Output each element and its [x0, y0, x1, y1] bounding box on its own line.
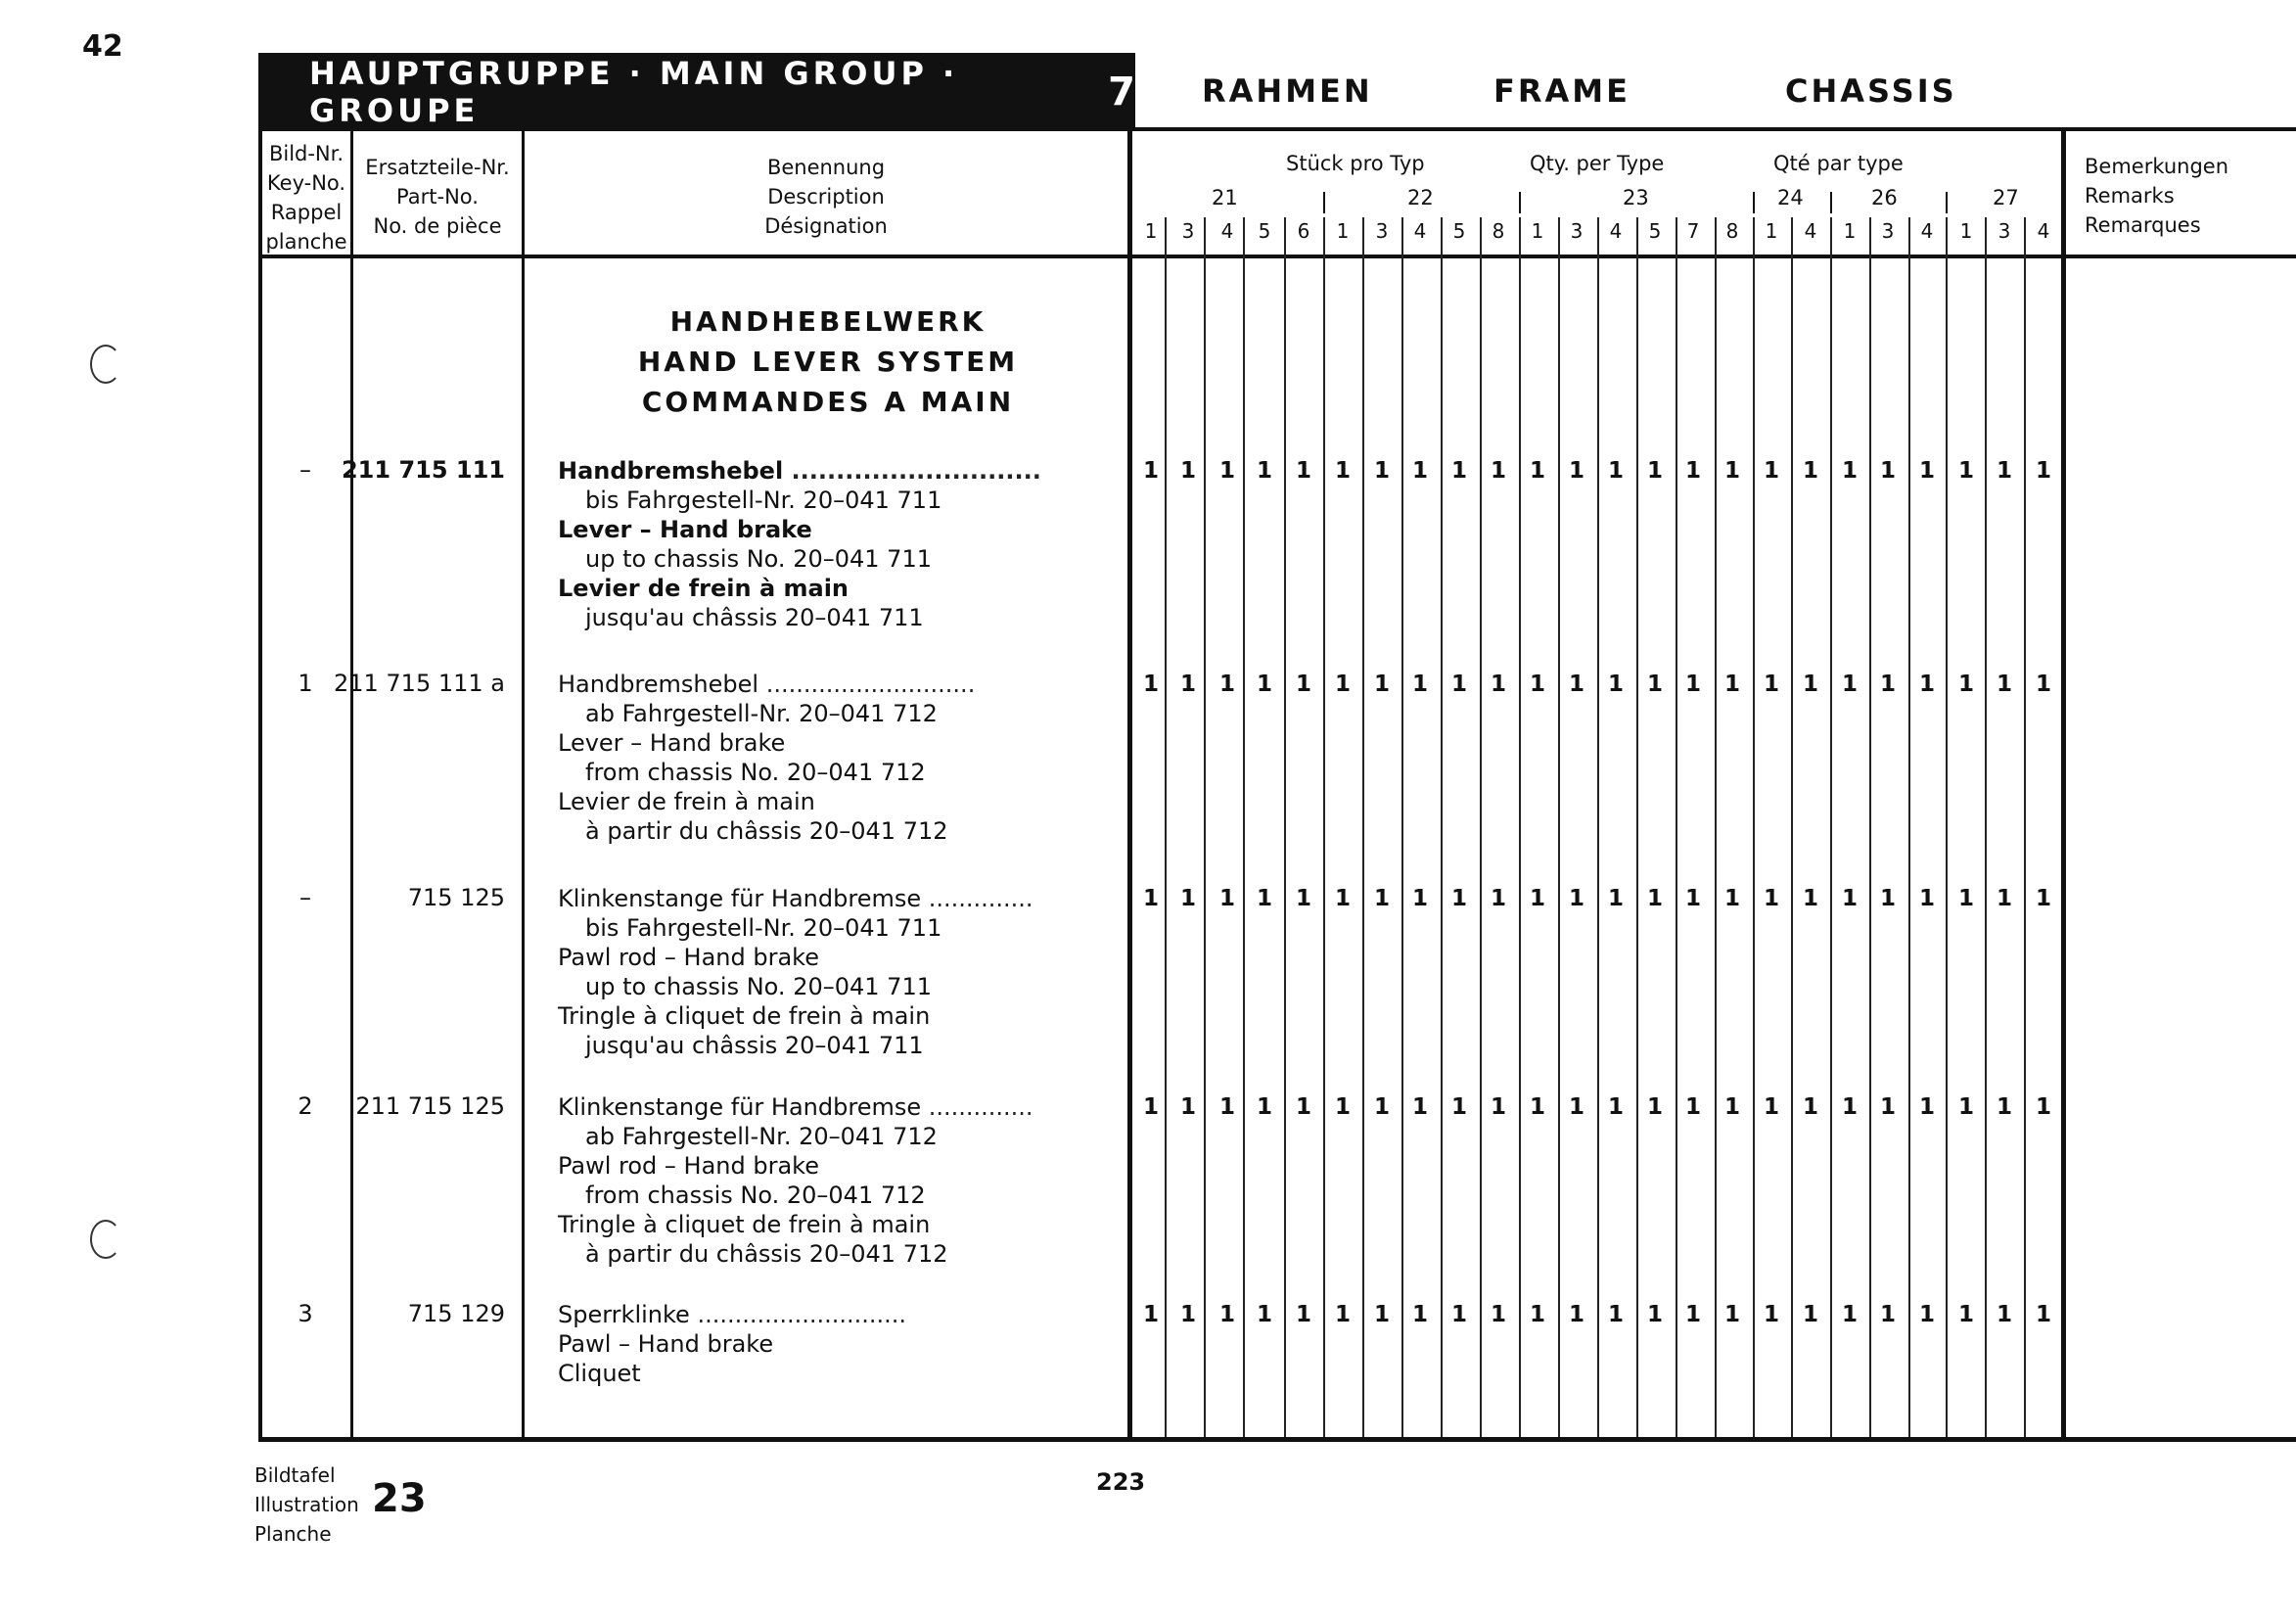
subtype-label: 1 — [1531, 219, 1544, 243]
qty-column-line — [1636, 217, 1638, 1437]
subtype-label: 8 — [1725, 219, 1739, 243]
qty-cell: 1 — [1256, 1094, 1272, 1120]
qty-cell: 1 — [1607, 1302, 1624, 1327]
qty-cell: 1 — [1411, 1302, 1428, 1327]
row-key-number: – — [299, 884, 311, 911]
description-line — [558, 816, 1106, 846]
qty-column-line — [1869, 217, 1871, 1437]
qty-cell: 1 — [1957, 886, 1974, 911]
qty-cell: 1 — [1841, 1094, 1858, 1120]
qty-cell: 1 — [1879, 1302, 1896, 1327]
qty-cell: 1 — [2035, 1302, 2051, 1327]
qty-column-line — [1284, 217, 1286, 1437]
subtype-label: 4 — [1920, 219, 1934, 243]
qty-cell: 1 — [1918, 1094, 1935, 1120]
qty-cell: 1 — [2035, 458, 2051, 484]
main-group-label: HAUPTGRUPPE · MAIN GROUP · GROUPE — [309, 55, 959, 129]
model-separator — [1946, 192, 1948, 213]
description-line — [558, 913, 1106, 943]
subtype-label: 5 — [1258, 219, 1271, 243]
description-header — [525, 153, 1127, 241]
main-group-header — [258, 53, 1135, 131]
description-line — [558, 758, 1106, 787]
qty-cell: 1 — [1607, 886, 1624, 911]
qty-cell: 1 — [1334, 886, 1351, 911]
model-label-22: 22 — [1407, 186, 1434, 209]
description-text: Klinkenstange für Handbremse — [558, 1093, 922, 1121]
subtype-label: 3 — [1998, 219, 2011, 243]
qty-cell: 1 — [2035, 886, 2051, 911]
leader-dots: .............. — [921, 1093, 1033, 1121]
description-text: Handbremshebel — [558, 457, 784, 485]
qty-cell: 1 — [1996, 458, 2012, 484]
row-key-number: 2 — [298, 1092, 313, 1120]
qty-cell: 1 — [1411, 1094, 1428, 1120]
qty-cell: 1 — [1684, 1302, 1701, 1327]
row-description — [558, 670, 1106, 846]
qty-cell: 1 — [1256, 1302, 1272, 1327]
qty-column-line — [1676, 217, 1677, 1437]
qty-cell: 1 — [1373, 1094, 1390, 1120]
model-separator — [1753, 192, 1755, 213]
description-header-de: Benennung — [766, 156, 886, 179]
qty-cell: 1 — [1490, 1094, 1506, 1120]
qty-cell: 1 — [1529, 1302, 1545, 1327]
qty-cell: 1 — [1996, 1094, 2012, 1120]
description-text: à partir du châssis 20–041 712 — [585, 817, 948, 845]
description-text: Sperrklinke — [558, 1301, 690, 1328]
qty-header-de: Stück pro Typ — [1286, 152, 1425, 175]
qty-cell: 1 — [1218, 458, 1235, 484]
qty-column-line — [1204, 217, 1206, 1437]
qty-cell: 1 — [1334, 672, 1351, 697]
description-line — [558, 728, 1106, 758]
description-line — [558, 1151, 1106, 1181]
qty-cell: 1 — [1802, 1094, 1818, 1120]
qty-cell: 1 — [1411, 886, 1428, 911]
qty-cell: 1 — [1373, 458, 1390, 484]
qty-cell: 1 — [1490, 458, 1506, 484]
leader-dots: ............................ — [783, 457, 1041, 485]
qty-cell: 1 — [1763, 458, 1779, 484]
subtype-label: 1 — [1765, 219, 1778, 243]
qty-cell: 1 — [1490, 672, 1506, 697]
part-no-header-fr: No. de pièce — [373, 214, 502, 238]
qty-cell: 1 — [1218, 672, 1235, 697]
subtype-label: 8 — [1492, 219, 1505, 243]
subtype-label: 1 — [1959, 219, 1973, 243]
qty-cell: 1 — [1957, 672, 1974, 697]
leader-dots: .............. — [921, 885, 1033, 912]
row-part-number: 211 715 111 — [341, 456, 505, 484]
qty-cell: 1 — [1373, 1302, 1390, 1327]
description-line — [558, 1359, 1106, 1388]
qty-cell: 1 — [1490, 1302, 1506, 1327]
description-line — [558, 515, 1106, 544]
qty-column-line — [1401, 217, 1403, 1437]
model-label-27: 27 — [1993, 186, 2019, 209]
row-part-number: 715 129 — [407, 1300, 505, 1327]
key-no-header-de: Bild-Nr. — [268, 142, 344, 165]
row-key-number: 1 — [298, 670, 313, 697]
qty-column-line — [1908, 217, 1910, 1437]
description-text: jusqu'au châssis 20–041 711 — [585, 604, 924, 631]
part-no-header-de: Ersatzteile-Nr. — [365, 156, 510, 179]
binder-ring-mark-bottom — [90, 1220, 121, 1259]
description-text: jusqu'au châssis 20–041 711 — [585, 1032, 924, 1059]
model-label-21: 21 — [1212, 186, 1238, 209]
description-line — [558, 1001, 1106, 1031]
remarks-header — [2085, 152, 2228, 240]
qty-cell: 1 — [1723, 1302, 1740, 1327]
qty-cell: 1 — [1841, 672, 1858, 697]
subtype-label: 7 — [1686, 219, 1700, 243]
col-divider-key — [350, 131, 353, 1442]
leader-dots: ............................ — [758, 671, 976, 698]
subtype-label: 4 — [1413, 219, 1427, 243]
row-part-number: 211 715 111 a — [333, 670, 505, 697]
row-part-number: 211 715 125 — [355, 1092, 505, 1120]
qty-cell: 1 — [1142, 886, 1159, 911]
qty-cell: 1 — [1802, 886, 1818, 911]
qty-column-line — [1243, 217, 1245, 1437]
qty-column-line — [1558, 217, 1560, 1437]
subtype-label: 5 — [1648, 219, 1662, 243]
subtype-label: 3 — [1570, 219, 1584, 243]
description-text: up to chassis No. 20–041 711 — [585, 545, 932, 573]
description-line — [558, 603, 1106, 632]
qty-cell: 1 — [1450, 458, 1467, 484]
description-text: Lever – Hand brake — [558, 729, 786, 757]
table-top-border — [1135, 127, 2296, 131]
description-line — [558, 456, 1106, 486]
group-title-en: FRAME — [1493, 72, 1630, 110]
model-separator — [1519, 192, 1521, 213]
qty-cell: 1 — [1684, 458, 1701, 484]
description-line — [558, 943, 1106, 972]
description-line — [558, 1300, 1106, 1329]
qty-cell: 1 — [1411, 672, 1428, 697]
qty-cell: 1 — [1918, 1302, 1935, 1327]
qty-cell: 1 — [1841, 458, 1858, 484]
description-line — [558, 670, 1106, 699]
qty-cell: 1 — [1179, 1094, 1196, 1120]
qty-column-line — [1715, 217, 1717, 1437]
qty-cell: 1 — [2035, 1094, 2051, 1120]
qty-cell: 1 — [1918, 886, 1935, 911]
description-line — [558, 544, 1106, 574]
model-label-23: 23 — [1623, 186, 1649, 209]
qty-cell: 1 — [1334, 458, 1351, 484]
qty-cell: 1 — [1568, 672, 1584, 697]
qty-cell: 1 — [1179, 886, 1196, 911]
qty-column-line — [1946, 217, 1948, 1437]
qty-cell: 1 — [1179, 672, 1196, 697]
subtype-label: 1 — [1144, 219, 1158, 243]
description-text: Pawl rod – Hand brake — [558, 944, 819, 971]
row-key-number: – — [299, 456, 311, 484]
qty-cell: 1 — [1879, 458, 1896, 484]
qty-cell: 1 — [1334, 1302, 1351, 1327]
section-title-en: HAND LEVER SYSTEM — [637, 346, 1019, 378]
qty-cell: 1 — [1568, 1302, 1584, 1327]
qty-cell: 1 — [1996, 886, 2012, 911]
qty-cell: 1 — [1450, 672, 1467, 697]
qty-cell: 1 — [1607, 458, 1624, 484]
qty-cell: 1 — [1179, 1302, 1196, 1327]
subtype-label: 3 — [1881, 219, 1895, 243]
description-line — [558, 1210, 1106, 1239]
subtype-label: 6 — [1297, 219, 1310, 243]
qty-cell: 1 — [1450, 1302, 1467, 1327]
description-text: Levier de frein à main — [558, 788, 815, 815]
illustration-label-de: Bildtafel — [254, 1463, 336, 1487]
illustration-label — [254, 1461, 359, 1549]
description-text: up to chassis No. 20–041 711 — [585, 973, 932, 1000]
description-line — [558, 1239, 1106, 1269]
qty-column-line — [1753, 217, 1755, 1437]
qty-cell: 1 — [1295, 886, 1311, 911]
row-key-number: 3 — [298, 1300, 313, 1327]
qty-cell: 1 — [1763, 1094, 1779, 1120]
qty-cell: 1 — [1723, 672, 1740, 697]
qty-cell: 1 — [1568, 1094, 1584, 1120]
part-no-header-en: Part-No. — [396, 185, 479, 209]
qty-cell: 1 — [1218, 1302, 1235, 1327]
qty-cell: 1 — [1529, 458, 1545, 484]
qty-header-en: Qty. per Type — [1530, 152, 1665, 175]
description-text: Lever – Hand brake — [558, 516, 812, 543]
qty-cell: 1 — [1373, 672, 1390, 697]
qty-column-line — [1597, 217, 1599, 1437]
key-no-header — [262, 139, 350, 256]
qty-cell: 1 — [1646, 886, 1663, 911]
qty-cell: 1 — [1802, 458, 1818, 484]
qty-cell: 1 — [1490, 886, 1506, 911]
section-title — [525, 301, 1131, 422]
binder-ring-mark-top — [90, 345, 121, 384]
qty-cell: 1 — [1179, 458, 1196, 484]
subtype-label: 3 — [1181, 219, 1195, 243]
table-bottom-border — [258, 1437, 2296, 1442]
subtype-label: 4 — [1220, 219, 1234, 243]
part-no-header — [353, 153, 522, 241]
qty-cell: 1 — [1607, 1094, 1624, 1120]
description-line — [558, 884, 1106, 913]
qty-cell: 1 — [1723, 886, 1740, 911]
qty-cell: 1 — [1334, 1094, 1351, 1120]
qty-cell: 1 — [1918, 458, 1935, 484]
section-title-fr: COMMANDES A MAIN — [641, 386, 1015, 418]
row-description — [558, 884, 1106, 1060]
qty-cell: 1 — [1142, 1094, 1159, 1120]
qty-cell: 1 — [1684, 672, 1701, 697]
center-page-number: 223 — [1096, 1468, 1146, 1496]
description-text: à partir du châssis 20–041 712 — [585, 1240, 948, 1268]
description-text: Tringle à cliquet de frein à main — [558, 1002, 931, 1030]
qty-cell: 1 — [1256, 672, 1272, 697]
subtype-label: 1 — [1336, 219, 1350, 243]
description-text: from chassis No. 20–041 712 — [585, 1182, 926, 1209]
qty-cell: 1 — [1256, 458, 1272, 484]
qty-cell: 1 — [1646, 458, 1663, 484]
qty-cell: 1 — [1568, 458, 1584, 484]
description-line — [558, 699, 1106, 728]
qty-cell: 1 — [2035, 672, 2051, 697]
qty-column-line — [1323, 217, 1325, 1437]
qty-cell: 1 — [1295, 1302, 1311, 1327]
qty-cell: 1 — [1218, 1094, 1235, 1120]
qty-cell: 1 — [1411, 458, 1428, 484]
qty-column-line — [1362, 217, 1364, 1437]
leader-dots: ............................ — [689, 1301, 907, 1328]
group-title-fr: CHASSIS — [1785, 72, 1957, 110]
header-bottom-border — [258, 255, 2296, 258]
qty-cell: 1 — [1879, 672, 1896, 697]
subtype-label: 4 — [2037, 219, 2050, 243]
qty-cell: 1 — [1142, 672, 1159, 697]
qty-cell: 1 — [1996, 672, 2012, 697]
qty-cell: 1 — [1142, 1302, 1159, 1327]
group-number: 7 — [1108, 70, 1135, 115]
description-line — [558, 486, 1106, 515]
illustration-number: 23 — [372, 1476, 427, 1521]
qty-cell: 1 — [1841, 886, 1858, 911]
qty-cell: 1 — [1529, 886, 1545, 911]
qty-cell: 1 — [1529, 1094, 1545, 1120]
description-line — [558, 1181, 1106, 1210]
qty-cell: 1 — [1957, 458, 1974, 484]
model-separator — [1323, 192, 1325, 213]
qty-cell: 1 — [1450, 1094, 1467, 1120]
row-description — [558, 1092, 1106, 1269]
qty-column-line — [1985, 217, 1987, 1437]
qty-cell: 1 — [1723, 1094, 1740, 1120]
qty-cell: 1 — [1295, 672, 1311, 697]
qty-cell: 1 — [1763, 886, 1779, 911]
qty-cell: 1 — [1646, 672, 1663, 697]
qty-header-fr: Qté par type — [1773, 152, 1904, 175]
subtype-label: 1 — [1843, 219, 1857, 243]
qty-column-line — [1480, 217, 1482, 1437]
group-title-de: RAHMEN — [1202, 72, 1373, 110]
illustration-label-en: Illustration — [254, 1493, 359, 1516]
description-text: ab Fahrgestell-Nr. 20–041 712 — [585, 1123, 938, 1150]
subtype-label: 4 — [1804, 219, 1817, 243]
model-label-26: 26 — [1871, 186, 1898, 209]
qty-column-line — [1165, 217, 1167, 1437]
description-header-en: Description — [767, 185, 885, 209]
description-text: ab Fahrgestell-Nr. 20–041 712 — [585, 700, 938, 727]
description-line — [558, 972, 1106, 1001]
subtype-label: 5 — [1452, 219, 1466, 243]
qty-cell: 1 — [1529, 672, 1545, 697]
description-text: Handbremshebel — [558, 671, 759, 698]
qty-cell: 1 — [1684, 1094, 1701, 1120]
qty-column-line — [1830, 217, 1832, 1437]
qty-cell: 1 — [1450, 886, 1467, 911]
key-no-header-fr2: planche — [265, 230, 347, 254]
remarks-header-fr: Remarques — [2085, 213, 2201, 237]
qty-column-line — [2024, 217, 2026, 1437]
qty-cell: 1 — [1684, 886, 1701, 911]
qty-cell: 1 — [1295, 1094, 1311, 1120]
qty-cell: 1 — [1763, 1302, 1779, 1327]
model-separator — [1830, 192, 1832, 213]
key-no-header-en: Key-No. — [266, 171, 346, 195]
key-no-header-fr: Rappel — [270, 201, 343, 224]
description-line — [558, 1122, 1106, 1151]
description-line — [558, 1031, 1106, 1060]
qty-cell: 1 — [1142, 458, 1159, 484]
qty-cell: 1 — [1568, 886, 1584, 911]
qty-cell: 1 — [1723, 458, 1740, 484]
qty-column-line — [1791, 217, 1793, 1437]
qty-cell: 1 — [1256, 886, 1272, 911]
qty-cell: 1 — [1802, 672, 1818, 697]
description-text: from chassis No. 20–041 712 — [585, 759, 926, 786]
description-line — [558, 787, 1106, 816]
qty-cell: 1 — [1841, 1302, 1858, 1327]
qty-cell: 1 — [1646, 1094, 1663, 1120]
qty-cell: 1 — [1957, 1302, 1974, 1327]
page-number: 42 — [82, 29, 123, 64]
qty-column-line — [1519, 217, 1521, 1437]
description-line — [558, 1329, 1106, 1359]
table-left-border — [258, 131, 262, 1442]
description-header-fr: Désignation — [764, 214, 888, 238]
qty-cell: 1 — [1295, 458, 1311, 484]
row-description — [558, 1300, 1106, 1388]
description-text: Tringle à cliquet de frein à main — [558, 1211, 931, 1238]
description-text: Cliquet — [558, 1360, 641, 1387]
description-text: Pawl rod – Hand brake — [558, 1152, 819, 1180]
section-title-de: HANDHEBELWERK — [669, 305, 987, 338]
qty-column-line — [1441, 217, 1443, 1437]
description-line — [558, 1092, 1106, 1122]
description-text: Pawl – Hand brake — [558, 1330, 774, 1358]
row-description — [558, 456, 1106, 632]
illustration-label-fr: Planche — [254, 1522, 332, 1546]
qty-cell: 1 — [1879, 886, 1896, 911]
row-part-number: 715 125 — [407, 884, 505, 911]
qty-cell: 1 — [1607, 672, 1624, 697]
qty-cell: 1 — [1879, 1094, 1896, 1120]
qty-cell: 1 — [1957, 1094, 1974, 1120]
subtype-label: 3 — [1375, 219, 1389, 243]
description-line — [558, 574, 1106, 603]
description-text: bis Fahrgestell-Nr. 20–041 711 — [585, 914, 942, 942]
subtype-label: 4 — [1609, 219, 1623, 243]
qty-cell: 1 — [1996, 1302, 2012, 1327]
qty-cell: 1 — [1918, 672, 1935, 697]
col-divider-remarks — [2061, 131, 2066, 1442]
description-text: Levier de frein à main — [558, 575, 850, 602]
model-label-24: 24 — [1777, 186, 1804, 209]
qty-cell: 1 — [1646, 1302, 1663, 1327]
remarks-header-en: Remarks — [2085, 184, 2175, 208]
qty-cell: 1 — [1763, 672, 1779, 697]
qty-cell: 1 — [1373, 886, 1390, 911]
description-text: Klinkenstange für Handbremse — [558, 885, 922, 912]
qty-cell: 1 — [1218, 886, 1235, 911]
description-text: bis Fahrgestell-Nr. 20–041 711 — [585, 487, 942, 514]
remarks-header-de: Bemerkungen — [2085, 155, 2229, 178]
qty-cell: 1 — [1802, 1302, 1818, 1327]
